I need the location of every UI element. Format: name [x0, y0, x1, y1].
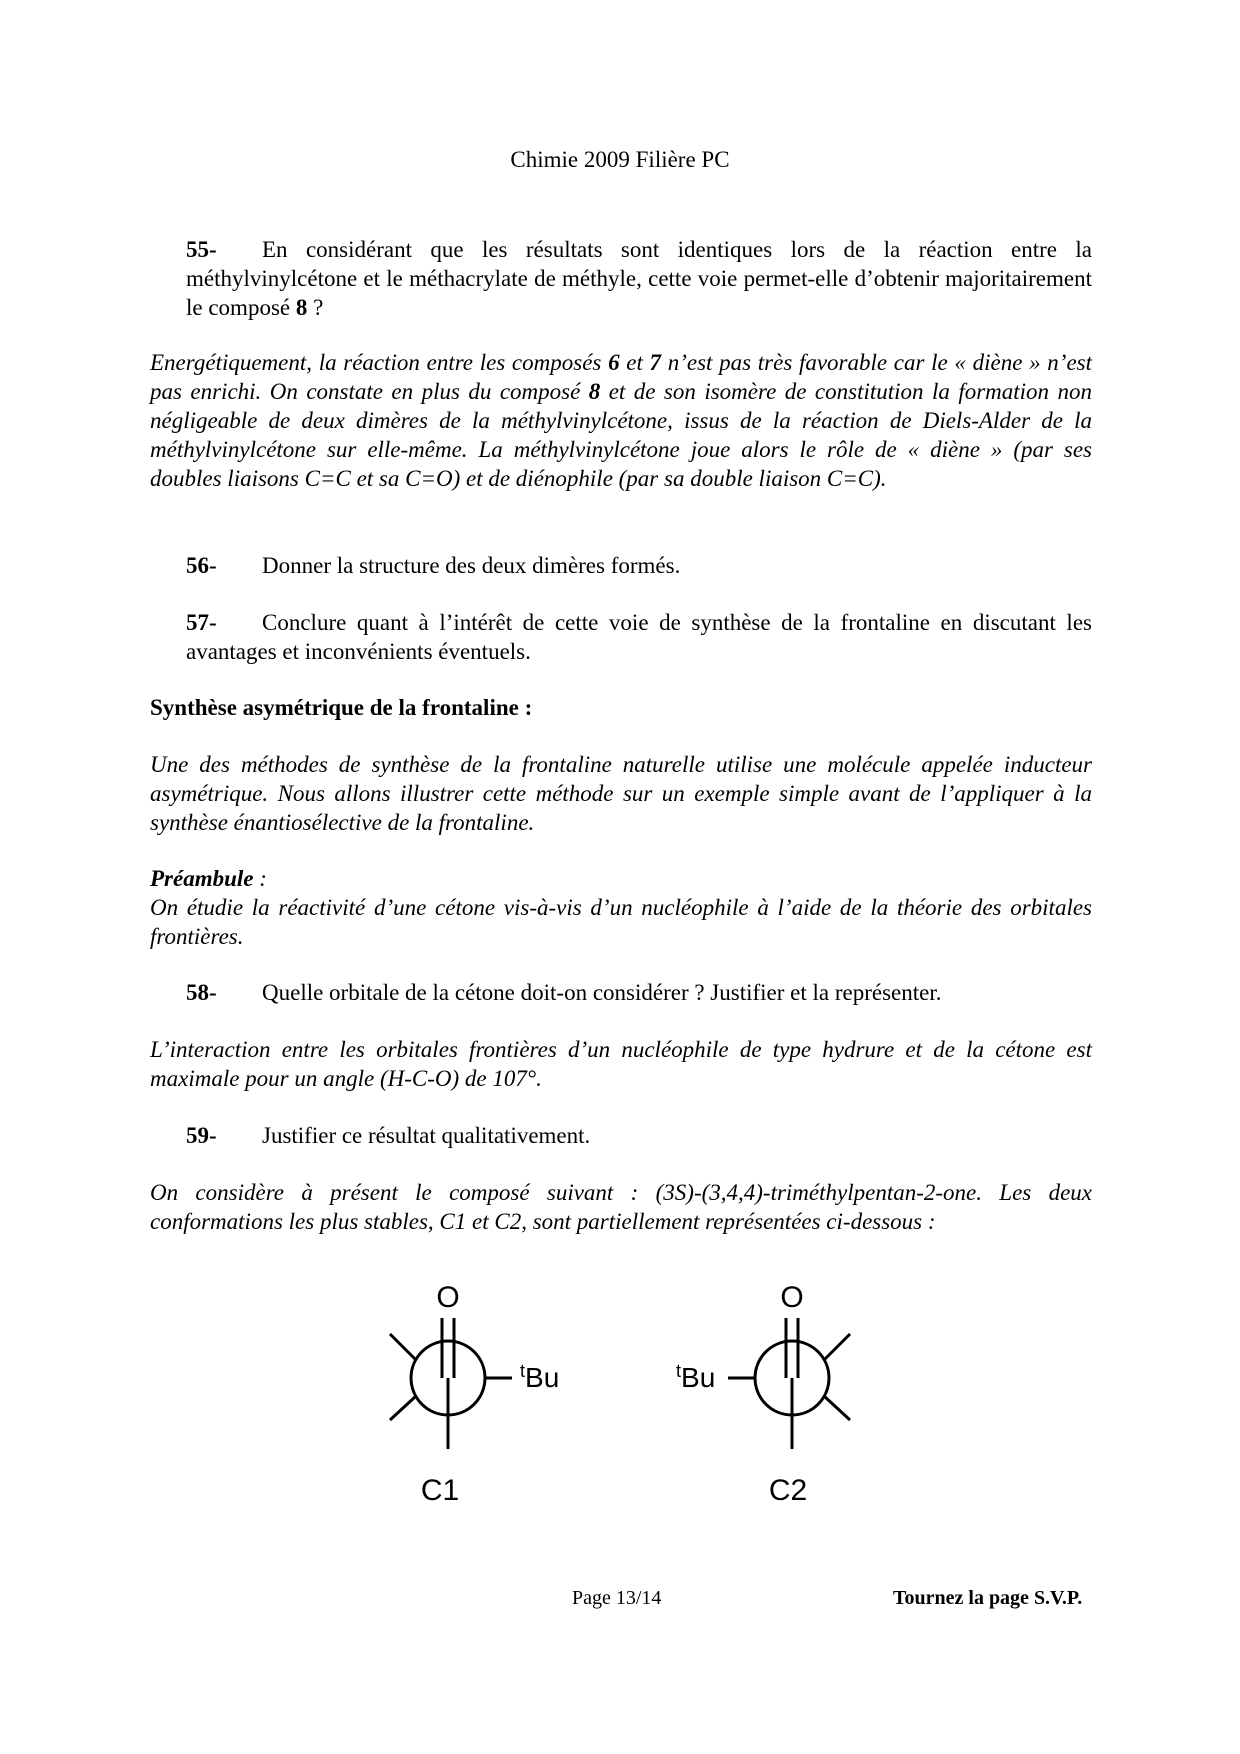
preamble-title: Préambule: [150, 866, 254, 891]
page-number: Page 13/14: [572, 1587, 662, 1609]
front-bond-lower-left: [390, 1396, 416, 1420]
front-bond-upper-right: [824, 1334, 850, 1360]
question-text: Conclure quant à l’intérêt de cette voie de synthèse de la frontaline en discutant les avantages et inconvénients éventuels.: [186, 610, 1092, 664]
paragraph-intro: Une des méthodes de synthèse de la frontaline naturelle utilise une molécule appelée inducteur asymétrique. Nous allons illustrer cette méthode sur un exemple simple avant de l’appliquer à la synthèse énantiosélective de la frontaline.: [150, 752, 1092, 835]
question-number: 58-: [186, 980, 217, 1005]
question-text: Quelle orbitale de la cétone doit-on considérer ? Justifier et la représenter.: [262, 980, 942, 1005]
compound-ref: 7: [649, 350, 662, 375]
compound-ref: 6: [608, 350, 620, 375]
tbu-label: $^t$Bu: [520, 1361, 560, 1393]
question-text: En considérant que les résultats sont identiques lors de la réaction entre la méthylvinylcétone et le méthacrylate de méthyle, cette voie permet-elle d’obtenir majoritairement le composé: [186, 237, 1092, 320]
tbu-label: $^t$Bu: [676, 1361, 716, 1393]
compound-ref: 8: [588, 379, 601, 404]
section-heading: Synthèse asymétrique de la frontaline :: [150, 695, 533, 720]
conformation-c2: [676, 1281, 850, 1507]
page-header: Chimie 2009 Filière PC: [510, 147, 730, 172]
question-55: 55- En considérant que les résultats sont identiques lors de la réaction entre la méthylvinylcétone et le méthacrylate de méthyle, cette voie permet-elle d’obtenir majoritairement le composé 8 ?: [186, 237, 1092, 320]
turn-page-note: Tournez la page S.V.P.: [893, 1587, 1083, 1609]
conformation-label: C1: [420, 1474, 460, 1507]
conformation-c1: [390, 1281, 559, 1507]
question-text: Donner la structure des deux dimères formés.: [262, 553, 681, 578]
paragraph-diels-alder: Energétiquement, la réaction entre les composés 6 et 7 n’est pas très favorable car le « diène » n’est pas enrichi. On constate en plus du composé 8 et de son isomère de constitution la formation non négligeable de deux dimères de la méthylvinylcétone, issus de la réaction de Diels-Alder de la méthylvinylcétone sur elle-même. La méthylvinylcétone joue alors le rôle de « diène » (par ses doubles liaisons C=C et sa C=O) et de diénophile (par sa double liaison C=C).: [150, 350, 1092, 491]
front-bond-lower-right: [824, 1396, 850, 1420]
oxygen-label: O: [436, 1281, 460, 1314]
conformation-label: C2: [768, 1474, 808, 1507]
compound-ref: 8: [295, 295, 308, 320]
paragraph-interaction: L’interaction entre les orbitales frontières d’un nucléophile de type hydrure et de la cétone est maximale pour un angle (H-C-O) de 107°.: [150, 1037, 1092, 1091]
preamble-text: On étudie la réactivité d’une cétone vis-à-vis d’un nucléophile à l’aide de la théorie des orbitales frontières.: [150, 895, 1092, 949]
front-bond-upper-left: [390, 1334, 416, 1360]
question-number: 59-: [186, 1123, 217, 1148]
question-text: Justifier ce résultat qualitativement.: [262, 1123, 591, 1148]
question-number: 55-: [186, 237, 217, 262]
question-number: 56-: [186, 553, 217, 578]
paragraph-conformations: On considère à présent le composé suivant : (3S)-(3,4,4)-triméthylpentan-2-one. Les deux conformations les plus stables, C1 et C2, sont partiellement représentées ci-dessous :: [150, 1180, 1092, 1234]
question-number: 57-: [186, 610, 217, 635]
oxygen-label: O: [780, 1281, 804, 1314]
preamble: Préambule : On étudie la réactivité d’une cétone vis-à-vis d’un nucléophile à l’aide de la théorie des orbitales frontières.: [150, 866, 1092, 949]
